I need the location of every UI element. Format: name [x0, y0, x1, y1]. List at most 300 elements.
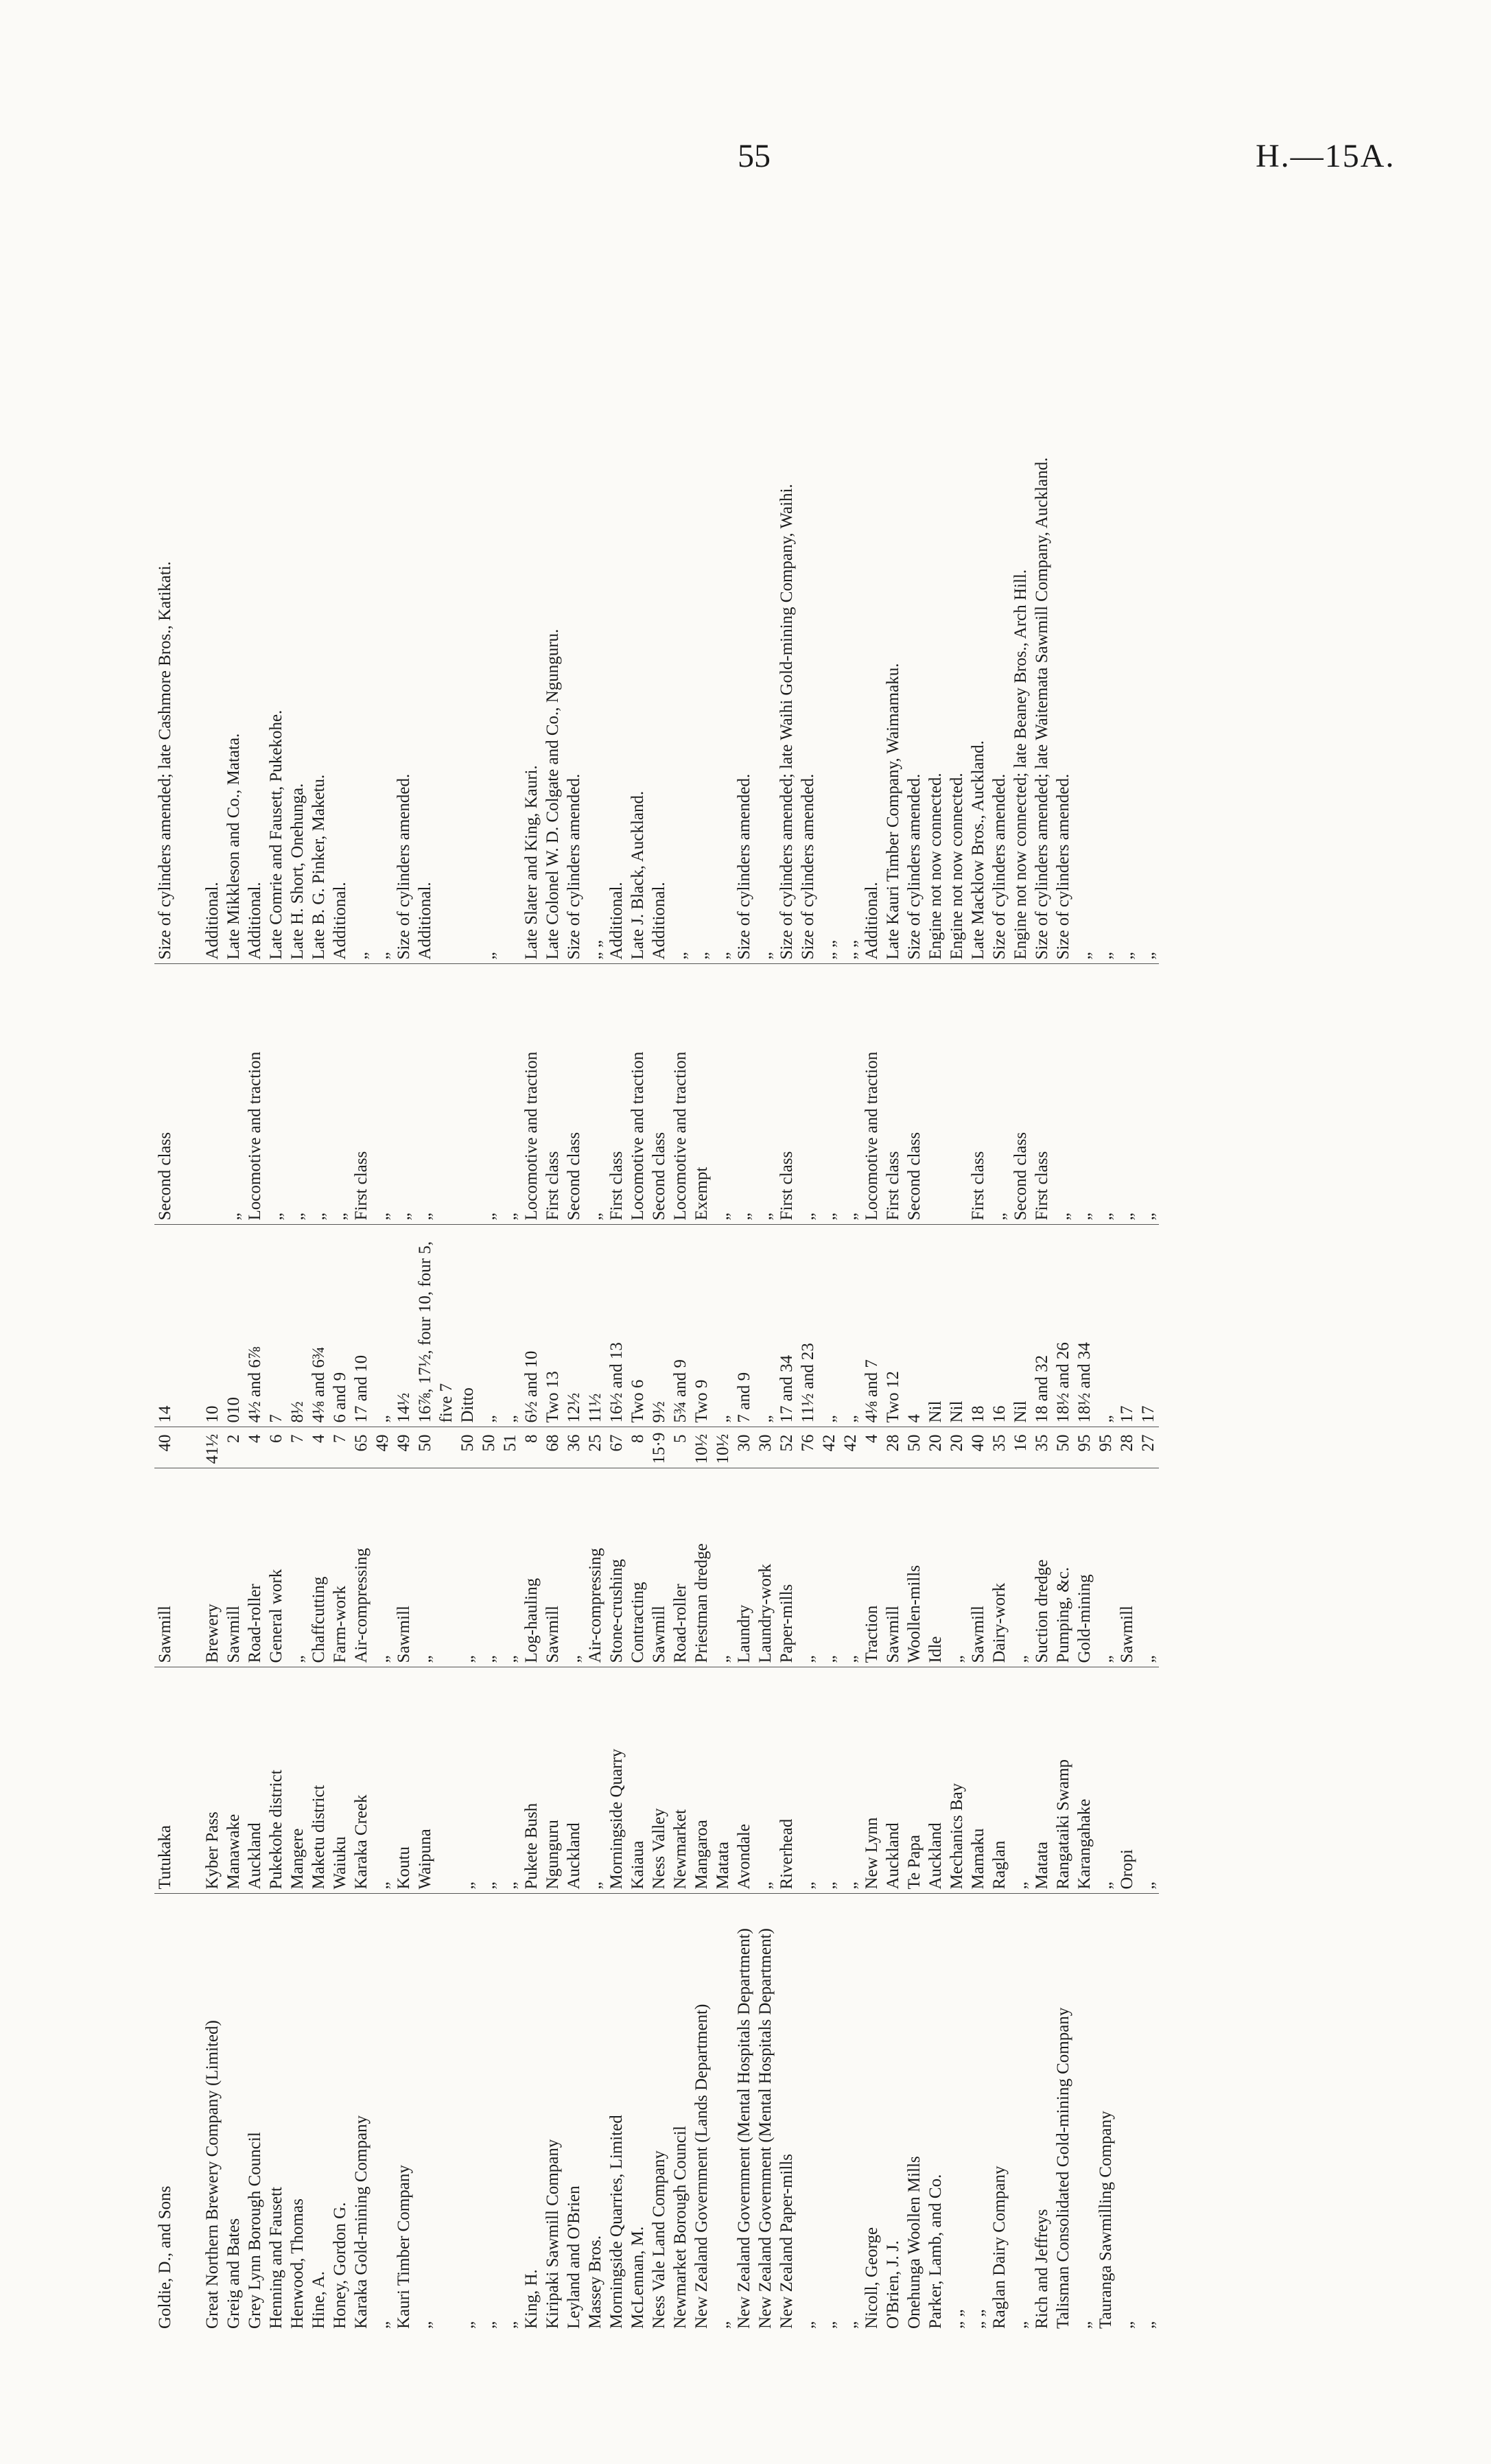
owner-cell: New Zealand Government (Mental Hospitals Department) — [735, 1928, 753, 2329]
horsepower-cell: 7 — [287, 1427, 308, 1468]
place-cell: Auckland — [882, 1667, 904, 1894]
use-cell: Paper-mills — [776, 1468, 797, 1667]
owner-cell: „ — [799, 2321, 817, 2329]
pressure-cell: 8½ — [287, 1225, 308, 1427]
use-cell: „ — [457, 1468, 478, 1667]
class-cell — [457, 964, 478, 1225]
table-row — [755, 233, 776, 2333]
place-cell: Karangahake — [1074, 1667, 1095, 1894]
remarks-cell: Additional. — [648, 233, 670, 964]
table-row — [776, 233, 797, 2333]
owner-cell: Tauranga Sawmilling Company — [1096, 2111, 1115, 2329]
horsepower-cell: 30 — [733, 1427, 755, 1468]
horsepower-cell: 10½ — [712, 1427, 733, 1468]
pressure-cell: „ — [840, 1225, 861, 1427]
owner-cell: Henwood, Thomas — [288, 2198, 307, 2329]
remarks-cell: Late Colonel W. D. Colgate and Co., Ngunguru. — [542, 233, 563, 964]
remarks-cell: „ — [1074, 233, 1095, 964]
owner-cell: Hine, A. — [309, 2271, 328, 2329]
place-cell: Auckland — [244, 1667, 266, 1894]
class-cell: „ — [1116, 964, 1138, 1225]
place-cell: Koutu — [393, 1667, 414, 1894]
pressure-cell: 9½ — [648, 1225, 670, 1427]
horsepower-cell: 67 — [606, 1427, 627, 1468]
use-cell: Pumping, &c. — [1053, 1468, 1074, 1667]
pressure-cell: Nil — [1010, 1225, 1031, 1427]
table-row — [244, 233, 266, 2333]
class-cell: First class — [542, 964, 563, 1225]
horsepower-cell: 6 — [266, 1427, 287, 1468]
table-row — [648, 233, 670, 2333]
remarks-cell: Size of cylinders amended; late Cashmore Bros., Katikati. — [154, 233, 176, 964]
horsepower-cell: 25 — [585, 1427, 606, 1468]
horsepower-cell: 76 — [797, 1427, 819, 1468]
horsepower-cell: 50 — [1053, 1427, 1074, 1468]
remarks-cell: „ — [670, 233, 691, 964]
class-cell: „ — [1138, 964, 1159, 1225]
class-cell — [176, 964, 202, 1225]
class-cell: „ — [840, 964, 861, 1225]
horsepower-cell: 2 — [223, 1427, 244, 1468]
remarks-cell: Late Slater and King, Kauri. — [521, 233, 542, 964]
owner-cell: Leyland and O'Brien — [565, 2185, 583, 2329]
horsepower-cell: 95 — [1095, 1427, 1116, 1468]
table-body — [154, 233, 1159, 2333]
place-cell: Matata — [712, 1667, 733, 1894]
table-row — [585, 233, 606, 2333]
table-row — [691, 233, 712, 2333]
use-cell: „ — [563, 1468, 585, 1667]
use-cell: Stone-crushing — [606, 1468, 627, 1667]
horsepower-cell: 30 — [755, 1427, 776, 1468]
remarks-cell: Additional. — [329, 233, 351, 964]
use-cell: Dairy-work — [989, 1468, 1010, 1667]
owner-cell: Nicoll, George — [862, 2227, 881, 2329]
use-cell: „ — [414, 1468, 457, 1667]
use-cell: Farm-work — [329, 1468, 351, 1667]
class-cell: „ — [755, 964, 776, 1225]
remarks-cell: Size of cylinders amended; late Waitemata Sawmill Company, Auckland. — [1031, 233, 1053, 964]
class-cell: First class — [776, 964, 797, 1225]
owner-cell: „ — [458, 2321, 477, 2329]
use-cell: Gold-mining — [1074, 1468, 1095, 1667]
table-row — [882, 233, 904, 2333]
owner-cell: Karaka Gold-mining Company — [352, 2115, 371, 2329]
horsepower-cell: 42 — [819, 1427, 840, 1468]
use-cell: „ — [1095, 1468, 1116, 1667]
owner-cell: Kiripaki Sawmill Company — [543, 2139, 562, 2329]
class-cell: First class — [606, 964, 627, 1225]
pressure-cell: Nil — [925, 1225, 946, 1427]
place-cell: Manawake — [223, 1667, 244, 1894]
remarks-cell: „ — [691, 233, 712, 964]
table-row — [1010, 233, 1031, 2333]
use-cell: „ — [819, 1468, 840, 1667]
class-cell: Second class — [1010, 964, 1031, 1225]
table-row — [372, 233, 393, 2333]
horsepower-cell: 4 — [308, 1427, 329, 1468]
class-cell: First class — [882, 964, 904, 1225]
class-cell: „ — [372, 964, 393, 1225]
owner-cell: Morningside Quarries, Limited — [607, 2115, 626, 2329]
pressure-cell: 6 and 9 — [329, 1225, 351, 1427]
horsepower-cell: 40 — [154, 1427, 176, 1468]
horsepower-cell: 42 — [840, 1427, 861, 1468]
place-cell: Auckland — [563, 1667, 585, 1894]
table-row — [946, 233, 967, 2333]
use-cell: Sawmill — [882, 1468, 904, 1667]
remarks-cell: Size of cylinders amended; late Waihi Gold-mining Company, Waihi. — [776, 233, 797, 964]
place-cell: Kaiaua — [627, 1667, 648, 1894]
table-row — [329, 233, 351, 2333]
class-cell: „ — [797, 964, 819, 1225]
horsepower-cell: 65 — [351, 1427, 372, 1468]
use-cell: Sawmill — [1116, 1468, 1138, 1667]
class-cell: „ — [989, 964, 1010, 1225]
table-row — [989, 233, 1010, 2333]
remarks-cell: „ „ — [819, 233, 840, 964]
horsepower-cell: 20 — [946, 1427, 967, 1468]
place-cell: Tutukaka — [154, 1667, 176, 1894]
remarks-cell: Engine not now connected. — [925, 233, 946, 964]
table-row — [712, 233, 733, 2333]
owner-cell: Greig and Bates — [224, 2218, 243, 2329]
class-cell: Locomotive and traction — [861, 964, 882, 1225]
owner-cell: Raglan Dairy Company — [990, 2166, 1009, 2329]
table-row — [563, 233, 585, 2333]
table-row — [287, 233, 308, 2333]
use-cell: Sawmill — [154, 1468, 176, 1667]
pressure-cell: 17 and 34 — [776, 1225, 797, 1427]
remarks-cell: „ — [372, 233, 393, 964]
use-cell: Priestman dredge — [691, 1468, 712, 1667]
table-row — [202, 233, 223, 2333]
place-cell: Rangataiki Swamp — [1053, 1667, 1074, 1894]
pressure-cell: 4½ and 6⅞ — [244, 1225, 266, 1427]
place-cell: Pukete Bush — [521, 1667, 542, 1894]
owner-cell: „ — [1075, 2321, 1094, 2329]
class-cell: First class — [351, 964, 372, 1225]
class-cell: „ — [266, 964, 287, 1225]
place-cell: Mechanics Bay — [946, 1667, 967, 1894]
use-cell: „ — [287, 1468, 308, 1667]
pressure-cell: 18½ and 26 — [1053, 1225, 1074, 1427]
remarks-cell: Late B. G. Pinker, Maketu. — [308, 233, 329, 964]
remarks-cell — [457, 233, 478, 964]
pressure-cell: Two 13 — [542, 1225, 563, 1427]
class-cell: First class — [967, 964, 989, 1225]
class-cell: „ — [585, 964, 606, 1225]
remarks-cell: „ — [1116, 233, 1138, 964]
remarks-cell: Size of cylinders amended. — [989, 233, 1010, 964]
owner-cell: „ — [1118, 2321, 1136, 2329]
class-cell: „ — [1053, 964, 1074, 1225]
table-row — [414, 233, 457, 2333]
class-cell: Locomotive and traction — [244, 964, 266, 1225]
class-cell: „ — [500, 964, 521, 1225]
remarks-cell: Additional. — [861, 233, 882, 964]
use-cell: Sawmill — [223, 1468, 244, 1667]
horsepower-cell: 10½ — [691, 1427, 712, 1468]
table-row — [1095, 233, 1116, 2333]
table-row — [1053, 233, 1074, 2333]
table-row — [925, 233, 946, 2333]
remarks-cell: Late Macklow Bros., Auckland. — [967, 233, 989, 964]
place-cell: „ — [457, 1667, 478, 1894]
pressure-cell — [176, 1225, 202, 1427]
class-cell: „ — [478, 964, 500, 1225]
horsepower-cell: 40 — [967, 1427, 989, 1468]
use-cell: Brewery — [202, 1468, 223, 1667]
class-cell: „ — [393, 964, 414, 1225]
remarks-cell: Engine not now connected; late Beaney Bros., Arch Hill. — [1010, 233, 1031, 964]
remarks-cell: Size of cylinders amended. — [733, 233, 755, 964]
pressure-cell: Nil — [946, 1225, 967, 1427]
table-row — [904, 233, 925, 2333]
owner-cell: McLennan, M. — [629, 2226, 647, 2329]
remarks-cell: „ „ — [840, 233, 861, 964]
place-cell: Mamaku — [967, 1667, 989, 1894]
use-cell: Sawmill — [648, 1468, 670, 1667]
class-cell: „ — [329, 964, 351, 1225]
place-cell — [176, 1667, 202, 1894]
class-cell: First class — [1031, 964, 1053, 1225]
owner-cell: O'Brien, J. J. — [884, 2240, 902, 2329]
class-cell: „ — [414, 964, 457, 1225]
use-cell: „ — [840, 1468, 861, 1667]
owner-cell: „ — [841, 2321, 860, 2329]
remarks-cell: „ „ — [585, 233, 606, 964]
horsepower-cell: 68 — [542, 1427, 563, 1468]
table-row — [176, 233, 202, 2333]
remarks-cell: „ — [351, 233, 372, 964]
place-cell: Avondale — [733, 1667, 755, 1894]
pressure-cell: „ — [819, 1225, 840, 1427]
owner-cell: „ — [714, 2321, 732, 2329]
place-cell: „ — [372, 1667, 393, 1894]
place-cell: „ — [819, 1667, 840, 1894]
class-cell: Locomotive and traction — [627, 964, 648, 1225]
pressure-cell: 18 — [967, 1225, 989, 1427]
remarks-cell: Size of cylinders amended. — [904, 233, 925, 964]
owner-cell: Great Northern Brewery Company (Limited) — [203, 2020, 222, 2329]
owner-cell: Henning and Fausett — [267, 2187, 285, 2329]
owner-cell: New Zealand Government (Lands Department) — [692, 2004, 711, 2329]
horsepower-cell: 28 — [1116, 1427, 1138, 1468]
horsepower-cell: 20 — [925, 1427, 946, 1468]
owner-cell: Talisman Consolidated Gold-mining Company — [1054, 2007, 1072, 2329]
place-cell: „ — [500, 1667, 521, 1894]
pressure-cell: 18½ and 34 — [1074, 1225, 1095, 1427]
place-cell: Mangere — [287, 1667, 308, 1894]
use-cell: Sawmill — [542, 1468, 563, 1667]
owner-cell: Ness Vale Land Company — [650, 2150, 668, 2329]
owner-cell: Grey Lynn Borough Council — [246, 2132, 264, 2329]
horsepower-cell: 27 — [1138, 1427, 1159, 1468]
horsepower-cell: 28 — [882, 1427, 904, 1468]
table-row — [500, 233, 521, 2333]
class-cell: Second class — [904, 964, 925, 1225]
pressure-cell: 10 — [202, 1225, 223, 1427]
place-cell: „ — [1010, 1667, 1031, 1894]
pressure-cell: 4⅛ and 7 — [861, 1225, 882, 1427]
use-cell: Sawmill — [393, 1468, 414, 1667]
table-row — [670, 233, 691, 2333]
class-cell: „ — [819, 964, 840, 1225]
class-cell: „ — [733, 964, 755, 1225]
horsepower-cell: 52 — [776, 1427, 797, 1468]
table-row — [521, 233, 542, 2333]
horsepower-cell — [176, 1427, 202, 1468]
remarks-cell: Engine not now connected. — [946, 233, 967, 964]
class-cell — [202, 964, 223, 1225]
class-cell: „ — [223, 964, 244, 1225]
pressure-cell: 16½ and 13 — [606, 1225, 627, 1427]
pressure-cell: 17 — [1138, 1225, 1159, 1427]
horsepower-cell: 35 — [989, 1427, 1010, 1468]
remarks-cell: Late Mikkleson and Co., Matata. — [223, 233, 244, 964]
pressure-cell: 6½ and 10 — [521, 1225, 542, 1427]
owner-cell: „ — [480, 2321, 498, 2329]
remarks-cell: „ — [712, 233, 733, 964]
owner-cell: New Zealand Paper-mills — [777, 2154, 796, 2329]
use-cell: „ — [478, 1468, 500, 1667]
owner-cell: King, H. — [522, 2269, 541, 2329]
pressure-cell: „ — [478, 1225, 500, 1427]
horsepower-cell: 16 — [1010, 1427, 1031, 1468]
owner-cell: Newmarket Borough Council — [671, 2126, 690, 2329]
use-cell: Idle — [925, 1468, 946, 1667]
use-cell: Log-hauling — [521, 1468, 542, 1667]
table-row — [1116, 233, 1138, 2333]
horsepower-cell: 36 — [563, 1427, 585, 1468]
place-cell: „ — [755, 1667, 776, 1894]
use-cell: „ — [372, 1468, 393, 1667]
place-cell: Mangaroa — [691, 1667, 712, 1894]
table-row — [627, 233, 648, 2333]
table-row — [308, 233, 329, 2333]
table-row — [819, 233, 840, 2333]
table-row — [542, 233, 563, 2333]
class-cell: Second class — [563, 964, 585, 1225]
use-cell: Laundry-work — [755, 1468, 776, 1667]
class-cell: „ — [1095, 964, 1116, 1225]
remarks-cell — [176, 233, 202, 964]
class-cell: Second class — [154, 964, 176, 1225]
table-row — [478, 233, 500, 2333]
owner-cell: Honey, Gordon G. — [331, 2202, 349, 2329]
owner-cell: Rich and Jeffreys — [1033, 2209, 1051, 2329]
table-row — [351, 233, 372, 2333]
remarks-cell: Additional. — [244, 233, 266, 964]
table-row — [223, 233, 244, 2333]
use-cell: „ — [946, 1468, 967, 1667]
place-cell: „ — [840, 1667, 861, 1894]
use-cell: Road-roller — [244, 1468, 266, 1667]
place-cell: Maketu district — [308, 1667, 329, 1894]
remarks-cell: Additional. — [606, 233, 627, 964]
horsepower-cell: 49 — [393, 1427, 414, 1468]
horsepower-cell: 8 — [627, 1427, 648, 1468]
place-cell: Raglan — [989, 1667, 1010, 1894]
pressure-cell: 010 — [223, 1225, 244, 1427]
horsepower-cell: 50 — [904, 1427, 925, 1468]
remarks-cell: „ — [478, 233, 500, 964]
owner-cell: „ — [416, 2321, 434, 2329]
table-row — [606, 233, 627, 2333]
use-cell: „ — [797, 1468, 819, 1667]
remarks-cell: Late J. Black, Auckland. — [627, 233, 648, 964]
pressure-cell: 12½ — [563, 1225, 585, 1427]
pressure-cell: 14½ — [393, 1225, 414, 1427]
horsepower-cell: 35 — [1031, 1427, 1053, 1468]
table-row — [457, 233, 478, 2333]
place-cell: „ — [585, 1667, 606, 1894]
class-cell: „ — [287, 964, 308, 1225]
remarks-cell: Size of cylinders amended. — [1053, 233, 1074, 964]
use-cell: „ — [1138, 1468, 1159, 1667]
horsepower-cell: 51 — [500, 1427, 521, 1468]
pressure-cell: 5¾ and 9 — [670, 1225, 691, 1427]
use-cell: „ — [1010, 1468, 1031, 1667]
use-cell: General work — [266, 1468, 287, 1667]
pressure-cell: 7 and 9 — [733, 1225, 755, 1427]
owner-cell: „ — [1011, 2321, 1030, 2329]
horsepower-cell: 95 — [1074, 1427, 1095, 1468]
use-cell: Traction — [861, 1468, 882, 1667]
table-row — [861, 233, 882, 2333]
pressure-cell: Two 9 — [691, 1225, 712, 1427]
report-reference: H.—15A. — [1256, 138, 1396, 174]
remarks-cell: Late Kauri Timber Company, Waimamaku. — [882, 233, 904, 964]
place-cell: Karaka Creek — [351, 1667, 372, 1894]
owner-cell: „ — [1139, 2321, 1158, 2329]
remarks-cell: Late Comrie and Fausett, Pukekohe. — [266, 233, 287, 964]
remarks-cell: Size of cylinders amended. — [393, 233, 414, 964]
place-cell: Waiuku — [329, 1667, 351, 1894]
pressure-cell: 4⅛ and 6¾ — [308, 1225, 329, 1427]
rotated-register-table — [154, 233, 1379, 2333]
remarks-cell: Size of cylinders amended. — [563, 233, 585, 964]
pressure-cell: „ — [1095, 1225, 1116, 1427]
table-row — [840, 233, 861, 2333]
class-cell: „ — [1074, 964, 1095, 1225]
use-cell: Suction dredge — [1031, 1468, 1053, 1667]
table-row — [393, 233, 414, 2333]
owner-cell — [176, 1894, 202, 2333]
use-cell: „ — [712, 1468, 733, 1667]
class-cell: „ — [308, 964, 329, 1225]
horsepower-cell: 50 — [478, 1427, 500, 1468]
pressure-cell: 16⅞, 17½, four 10, four 5, five 7 — [414, 1225, 457, 1427]
pressure-cell: 11½ and 23 — [797, 1225, 819, 1427]
owner-cell: „ — [501, 2321, 519, 2329]
owner-cell: „ — [373, 2321, 392, 2329]
place-cell: Ngunguru — [542, 1667, 563, 1894]
use-cell: Chaffcutting — [308, 1468, 329, 1667]
place-cell: Morningside Quarry — [606, 1667, 627, 1894]
use-cell: „ — [500, 1468, 521, 1667]
remarks-cell: Additional. — [414, 233, 457, 964]
owner-cell: „ „ — [948, 2309, 966, 2329]
owner-cell: Massey Bros. — [586, 2235, 604, 2329]
use-cell: Woollen-mills — [904, 1468, 925, 1667]
horsepower-cell: 4 — [861, 1427, 882, 1468]
use-cell: Road-roller — [670, 1468, 691, 1667]
pressure-cell: Two 6 — [627, 1225, 648, 1427]
pressure-cell: „ — [712, 1225, 733, 1427]
pressure-cell: 11½ — [585, 1225, 606, 1427]
